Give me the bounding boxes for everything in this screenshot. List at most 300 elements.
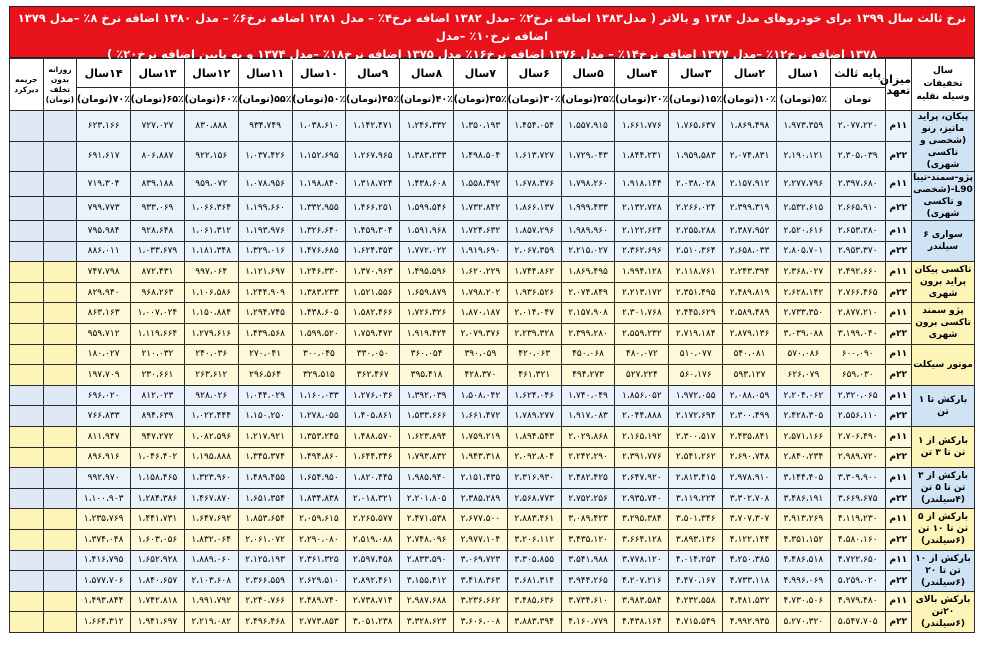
discount-header: ۵۰٪(تومان) [292, 88, 346, 111]
daily-no-violation-cell [43, 612, 77, 633]
liability-cell: ۲۲م [885, 406, 911, 427]
rate-cell: ۳۶۰،۰۵۴ [400, 344, 454, 365]
rate-cell: ۱،۲۳۵،۷۶۹ [77, 509, 131, 530]
rate-cell: ۱،۸۵۳،۶۵۴ [238, 509, 292, 530]
rate-cell: ۲،۲۷۷،۷۹۶ [776, 172, 830, 197]
rate-cell: ۱،۹۹۱،۷۹۲ [184, 591, 238, 612]
rate-cell: ۵۲۷،۲۲۴ [615, 365, 669, 386]
late-penalty-cell [10, 426, 44, 447]
rate-cell: ۳،۳۰۵،۸۵۵ [507, 550, 561, 571]
rate-cell: ۲،۲۱۹،۰۸۲ [184, 612, 238, 633]
rate-cell: ۱۸۰،۰۲۷ [77, 344, 131, 365]
rate-cell: ۱،۸۶۶،۱۳۷ [507, 196, 561, 221]
rate-cell: ۱،۰۳۸،۶۱۰ [292, 111, 346, 142]
rate-cell: ۲،۳۵۱،۴۹۵ [669, 282, 723, 303]
rate-cell: ۳،۵۰۱،۳۴۶ [669, 509, 723, 530]
rate-cell: ۲،۲۵۵،۲۸۸ [669, 221, 723, 242]
rate-cell: ۲۷۰،۰۴۱ [238, 344, 292, 365]
base-rate-cell: ۳،۱۹۹،۰۴۰ [830, 323, 885, 344]
discount-header: ۱۵٪(تومان) [669, 88, 723, 111]
rate-cell: ۱،۶۴۷،۶۹۲ [184, 509, 238, 530]
base-rate-cell: ۲،۷۶۶،۴۶۵ [830, 282, 885, 303]
rate-cell: ۲،۶۹۰،۷۴۸ [723, 447, 777, 468]
rate-cell: ۱،۵۷۷،۷۰۶ [77, 571, 131, 592]
year-header: ۱۳سال [131, 59, 185, 88]
rate-cell: ۱،۳۳۲،۹۵۵ [292, 196, 346, 221]
table-row [10, 323, 975, 344]
rate-cell: ۲،۲۹۰،۰۸۰ [292, 529, 346, 550]
corner-top-label: سال تخفیفات [923, 66, 963, 89]
rate-cell: ۱،۰۳۳،۶۷۹ [131, 241, 185, 262]
rate-cell: ۳،۱۱۹،۲۲۴ [669, 488, 723, 509]
rate-cell: ۱،۹۷۳،۳۵۹ [776, 111, 830, 142]
liability-cell: ۲۲م [885, 141, 911, 172]
rate-cell: ۲،۴۳۵،۸۴۱ [723, 426, 777, 447]
rate-cell: ۷۹۵،۹۸۴ [77, 221, 131, 242]
daily-no-violation-cell [43, 406, 77, 427]
rate-table [9, 58, 975, 633]
rate-cell: ۴۹۴،۲۷۳ [561, 365, 615, 386]
rate-cell: ۱،۶۵۱،۳۵۴ [238, 488, 292, 509]
rate-cell: ۱،۷۲۹،۰۴۳ [561, 141, 615, 172]
rate-cell: ۲،۳۸۵،۲۸۹ [453, 488, 507, 509]
rate-cell: ۲،۶۴۷،۹۲۰ [615, 468, 669, 489]
base-rate-cell: ۲،۳۰۵،۰۳۹ [830, 141, 885, 172]
rate-cell: ۱،۹۱۸،۱۴۴ [615, 172, 669, 197]
rate-cell: ۳۶۲،۴۶۷ [346, 365, 400, 386]
daily-no-violation-cell [43, 196, 77, 221]
rate-cell: ۲،۱۵۷،۹۰۸ [561, 303, 615, 324]
liability-cell: ۱۱م [885, 221, 911, 242]
rate-cell: ۱،۲۹۴،۷۴۵ [238, 303, 292, 324]
rate-cell: ۱،۴۰۵،۸۶۱ [346, 406, 400, 427]
rate-cell: ۲،۰۶۱،۰۷۲ [238, 529, 292, 550]
daily-no-violation-cell [43, 385, 77, 406]
page-title [9, 6, 975, 61]
rate-cell: ۱،۸۶۹،۴۹۵ [561, 262, 615, 283]
rate-cell: ۱،۵۰۸،۰۴۲ [453, 385, 507, 406]
rate-cell: ۱،۹۵۹،۵۸۳ [669, 141, 723, 172]
rate-cell: ۲،۰۱۴،۰۴۷ [507, 303, 561, 324]
rate-cell: ۱،۰۸۲،۵۹۶ [184, 426, 238, 447]
rate-cell: ۱،۴۳۸،۶۰۵ [292, 303, 346, 324]
late-penalty-cell [10, 488, 44, 509]
table-row [10, 426, 975, 447]
rate-cell: ۲،۸۳۳،۵۹۰ [400, 550, 454, 571]
rate-cell: ۷۲۷،۰۲۷ [131, 111, 185, 142]
rate-cell: ۲،۳۹۹،۲۸۰ [561, 323, 615, 344]
year-header: ۴سال [615, 59, 669, 88]
rate-cell: ۴،۲۳۲،۵۵۸ [669, 591, 723, 612]
rate-cell: ۲،۰۷۴،۸۴۹ [561, 282, 615, 303]
base-rate-cell: ۴،۵۸۰،۱۶۰ [830, 529, 885, 550]
rate-cell: ۷۴۷،۷۹۸ [77, 262, 131, 283]
rate-cell: ۱،۲۴۴،۹۰۹ [238, 282, 292, 303]
late-penalty-cell [10, 591, 44, 612]
rate-cell: ۱،۳۷۴،۰۴۸ [77, 529, 131, 550]
rate-cell: ۹۲۸،۰۲۶ [184, 385, 238, 406]
rate-cell: ۱،۱۰۰،۹۰۳ [77, 488, 131, 509]
rate-cell: ۱،۱۵۸،۴۶۵ [131, 468, 185, 489]
table-row [10, 529, 975, 550]
rate-cell: ۲،۱۷۲،۶۹۴ [669, 406, 723, 427]
discount-header: ۵٪(تومان) [776, 88, 830, 111]
rate-cell: ۱،۷۵۹،۴۷۲ [346, 323, 400, 344]
rate-cell: ۳،۲۳۶،۶۶۲ [453, 591, 507, 612]
rate-cell: ۲،۲۰۴،۰۶۲ [776, 385, 830, 406]
rate-cell: ۲،۴۲۸،۳۰۵ [776, 406, 830, 427]
rate-cell: ۴،۴۷۰،۱۶۷ [669, 571, 723, 592]
rate-table-body [10, 111, 975, 633]
rate-cell: ۲،۹۷۷،۱۰۴ [453, 529, 507, 550]
rate-cell: ۱،۱۸۱،۳۴۸ [184, 241, 238, 262]
rate-cell: ۱،۱۵۰،۸۸۴ [184, 303, 238, 324]
base-rate-cell: ۶۵۹،۰۳۰ [830, 365, 885, 386]
rate-cell: ۱،۵۵۸،۴۹۲ [453, 172, 507, 197]
rate-cell: ۲۱۰،۰۳۲ [131, 344, 185, 365]
rate-cell: ۱،۰۲۲،۴۴۴ [184, 406, 238, 427]
rate-cell: ۲،۳۶۶،۵۵۹ [238, 571, 292, 592]
late-penalty-cell [10, 612, 44, 633]
rate-cell: ۲،۲۶۶،۰۲۴ [669, 196, 723, 221]
base-unit: تومان [830, 88, 885, 111]
liability-cell: ۲۲م [885, 529, 911, 550]
rate-cell: ۳،۸۸۳،۳۹۴ [507, 612, 561, 633]
base-rate-cell: ۶۰۰،۰۹۰ [830, 344, 885, 365]
rate-cell: ۱،۴۹۳،۸۴۴ [77, 591, 131, 612]
rate-cell: ۶۲۶،۰۷۹ [776, 365, 830, 386]
late-penalty-cell [10, 262, 44, 283]
rate-cell: ۱،۴۵۹،۳۰۴ [346, 221, 400, 242]
table-row [10, 468, 975, 489]
rate-cell: ۴،۲۰۷،۲۱۶ [615, 571, 669, 592]
rate-cell: ۲،۸۷۹،۱۳۶ [723, 323, 777, 344]
late-penalty-cell [10, 571, 44, 592]
rate-cell: ۲،۳۹۹،۳۱۹ [723, 196, 777, 221]
rate-cell: ۲،۳۶۲،۶۹۶ [615, 241, 669, 262]
rate-cell: ۲،۵۷۱،۱۶۶ [776, 426, 830, 447]
table-row [10, 406, 975, 427]
vehicle-category: بارکش از ۵ تن تا ۱۰ تن (۶سیلندر) [912, 509, 975, 550]
rate-cell: ۸۶۳،۱۶۳ [77, 303, 131, 324]
rate-cell: ۱،۳۵۳،۲۴۵ [292, 426, 346, 447]
daily-no-violation-cell [43, 529, 77, 550]
rate-cell: ۲،۴۸۹،۷۴۰ [292, 591, 346, 612]
vehicle-category: بارکش تا ۱ تن [912, 385, 975, 426]
rate-cell: ۳۲۹،۵۱۵ [292, 365, 346, 386]
rate-cell: ۱،۸۳۲،۰۶۴ [184, 529, 238, 550]
year-header: ۱سال [776, 59, 830, 88]
rate-cell: ۱،۶۷۸،۳۷۶ [507, 172, 561, 197]
daily-no-violation-cell [43, 262, 77, 283]
liability-cell: ۲۲م [885, 447, 911, 468]
rate-cell: ۱،۸۴۰،۶۵۷ [131, 571, 185, 592]
rate-cell: ۲،۶۲۹،۵۱۰ [292, 571, 346, 592]
rate-cell: ۸۷۲،۴۳۱ [131, 262, 185, 283]
rate-cell: ۹۴۷،۲۷۲ [131, 426, 185, 447]
rate-cell: ۲،۳۰۰،۵۱۷ [669, 426, 723, 447]
rate-cell: ۱،۱۵۰،۲۵۰ [238, 406, 292, 427]
liability-cell: ۲۲م [885, 241, 911, 262]
liability-header: میزان تعهد [885, 59, 911, 111]
rate-cell: ۱،۴۷۶،۶۸۵ [292, 241, 346, 262]
rate-cell: ۱،۸۸۹،۰۶۰ [184, 550, 238, 571]
rate-cell: ۳۹۰،۰۵۹ [453, 344, 507, 365]
rate-cell: ۳،۲۹۵،۳۸۴ [615, 509, 669, 530]
rate-cell: ۱،۳۵۰،۱۹۳ [453, 111, 507, 142]
rate-cell: ۱،۴۴۱،۷۳۱ [131, 509, 185, 530]
rate-cell: ۲،۰۶۷،۳۵۹ [507, 241, 561, 262]
rate-cell: ۱،۶۵۴،۹۵۰ [292, 468, 346, 489]
table-row [10, 111, 975, 142]
rate-cell: ۱،۸۹۴،۵۴۳ [507, 426, 561, 447]
rate-cell: ۲،۶۲۸،۱۴۲ [776, 282, 830, 303]
vehicle-category: پژو-سمند-تیبا L90-(شخصی و تاکسی شهری) [913, 173, 973, 219]
rate-cell: ۱،۲۷۶،۰۳۶ [346, 385, 400, 406]
rate-cell: ۲،۲۱۵،۰۲۷ [561, 241, 615, 262]
rate-cell: ۱،۰۴۴،۰۲۹ [238, 385, 292, 406]
rate-cell: ۲،۷۳۳،۳۵۰ [776, 303, 830, 324]
late-penalty-cell [10, 196, 44, 221]
rate-cell: ۵۶۰،۱۷۶ [669, 365, 723, 386]
rate-cell: ۲،۸۰۵،۷۰۱ [776, 241, 830, 262]
rate-cell: ۱،۵۳۳،۶۶۶ [400, 406, 454, 427]
base-rate-cell: ۵،۵۴۷،۷۰۵ [830, 612, 885, 633]
daily-no-violation-header: روزانه بدون تخلف (تومان) [43, 59, 77, 111]
liability-cell: ۱۱م [885, 111, 911, 142]
rate-cell: ۴،۹۹۲،۹۳۵ [723, 612, 777, 633]
base-rate-cell: ۲،۳۹۷،۶۸۰ [830, 172, 885, 197]
rate-cell: ۲،۰۲۹،۸۶۸ [561, 426, 615, 447]
corner-bottom-label: وسیله نقلیه [916, 92, 970, 102]
rate-cell: ۲،۲۶۵،۵۷۷ [346, 509, 400, 530]
rate-cell: ۱،۴۶۷،۸۷۰ [184, 488, 238, 509]
rate-cell: ۱،۸۳۴،۸۳۸ [292, 488, 346, 509]
rate-cell: ۴،۴۸۱،۵۳۲ [723, 591, 777, 612]
rate-cell: ۱،۱۶۰،۰۳۳ [292, 385, 346, 406]
rate-cell: ۱،۲۱۷،۹۲۱ [238, 426, 292, 447]
rate-cell: ۱،۴۸۹،۴۵۵ [238, 468, 292, 489]
rate-cell: ۱،۶۰۳،۰۵۶ [131, 529, 185, 550]
rate-cell: ۵۷۰،۰۸۶ [776, 344, 830, 365]
rate-cell: ۲،۵۴۱،۲۶۲ [669, 447, 723, 468]
year-header: ۹سال [346, 59, 400, 88]
rate-cell: ۳،۷۳۴،۶۱۰ [561, 591, 615, 612]
rate-cell: ۳،۳۲۸،۶۲۳ [400, 612, 454, 633]
rate-cell: ۶۲۳،۱۶۶ [77, 111, 131, 142]
rate-cell: ۱،۶۲۰،۲۲۹ [453, 262, 507, 283]
rate-cell: ۹۲۸،۶۴۸ [131, 221, 185, 242]
base-rate-cell: ۳،۶۶۹،۶۷۵ [830, 488, 885, 509]
rate-cell: ۲،۶۵۸،۰۳۳ [723, 241, 777, 262]
daily-no-violation-cell [43, 447, 77, 468]
rate-cell: ۱،۷۴۰،۰۴۹ [561, 385, 615, 406]
rate-cell: ۴،۴۸۶،۵۱۸ [776, 550, 830, 571]
base-rate-cell: ۴،۱۱۹،۲۳۰ [830, 509, 885, 530]
base-rate-cell: ۲،۷۰۶،۴۹۰ [830, 426, 885, 447]
rate-cell: ۷۱۹،۳۰۴ [77, 172, 131, 197]
daily-no-violation-cell [43, 323, 77, 344]
rate-cell: ۱،۰۶۱،۳۱۲ [184, 221, 238, 242]
rate-cell: ۳،۰۵۱،۲۳۸ [346, 612, 400, 633]
daily-no-violation-cell [43, 468, 77, 489]
rate-cell: ۲،۴۸۲،۴۲۵ [561, 468, 615, 489]
rate-cell: ۲،۷۴۸،۰۹۶ [400, 529, 454, 550]
daily-no-violation-cell [43, 282, 77, 303]
rate-cell: ۳،۶۸۱،۳۱۴ [507, 571, 561, 592]
rate-cell: ۱،۲۷۹،۶۱۶ [184, 323, 238, 344]
rate-cell: ۱،۹۱۹،۴۲۴ [400, 323, 454, 344]
base-rate-cell: ۵،۲۵۹،۰۲۰ [830, 571, 885, 592]
daily-no-violation-cell [43, 426, 77, 447]
liability-cell: ۱۱م [885, 262, 911, 283]
base-rate-cell: ۴،۷۲۲،۶۵۰ [830, 550, 885, 571]
rate-cell: ۳،۴۸۶،۱۹۱ [776, 488, 830, 509]
late-penalty-cell [10, 509, 44, 530]
rate-cell: ۱،۲۴۶،۳۳۰ [292, 262, 346, 283]
title-line-2: ۱۳۷۸ اضافه نرخ۱۲٪ –مدل ۱۳۷۷ اضافه نرخ۱۴٪ – مدل ۱۳۷۶ اضافه نرخ۱۶٪ مدل ۱۳۷۵ اضافه نرخ۱۸٪ –مدل ۱۳۷۴ و به پایین اضافه نرخ۲۰٪ ) [107, 47, 877, 61]
table-row [10, 262, 975, 283]
rate-cell: ۱،۹۴۱،۶۹۷ [131, 612, 185, 633]
rate-cell: ۲،۱۶۵،۱۹۲ [615, 426, 669, 447]
rate-cell: ۱،۵۹۱،۹۶۸ [400, 221, 454, 242]
discount-header: ۴۵٪(تومان) [346, 88, 400, 111]
rate-cell: ۲،۶۷۷،۵۰۰ [453, 509, 507, 530]
rate-cell: ۲،۱۱۸،۷۶۱ [669, 262, 723, 283]
table-row [10, 550, 975, 571]
late-penalty-cell [10, 172, 44, 197]
base-rate-cell: ۲،۹۵۳،۳۷۰ [830, 241, 885, 262]
liability-cell: ۱۱م [885, 426, 911, 447]
rate-cell: ۳،۹۱۳،۲۶۹ [776, 509, 830, 530]
year-header: ۵سال [561, 59, 615, 88]
year-header: ۸سال [400, 59, 454, 88]
rate-cell: ۱،۹۸۹،۹۶۰ [561, 221, 615, 242]
table-row [10, 509, 975, 530]
rate-cell: ۱،۱۹۸،۸۴۰ [292, 172, 346, 197]
discount-header: ۷۰٪(تومان) [77, 88, 131, 111]
rate-cell: ۱،۷۲۶،۳۲۶ [400, 303, 454, 324]
rate-cell: ۱،۹۹۹،۴۳۳ [561, 196, 615, 221]
rate-cell: ۱،۸۵۶،۰۵۲ [615, 385, 669, 406]
table-row [10, 447, 975, 468]
rate-cell: ۱،۶۵۹،۸۷۹ [400, 282, 454, 303]
rate-cell: ۱،۵۵۷،۹۱۵ [561, 111, 615, 142]
rate-cell: ۲،۸۱۳،۴۱۵ [669, 468, 723, 489]
discount-header: ۱۰٪(تومان) [723, 88, 777, 111]
liability-cell: ۱۱م [885, 509, 911, 530]
rate-cell: ۳،۷۰۷،۳۰۷ [723, 509, 777, 530]
rate-cell: ۱،۶۵۲،۹۲۸ [131, 550, 185, 571]
table-row [10, 196, 975, 221]
rate-cell: ۱،۴۹۸،۵۰۴ [453, 141, 507, 172]
liability-cell: ۱۱م [885, 303, 911, 324]
rate-cell: ۱،۹۷۲،۰۵۵ [669, 385, 723, 406]
daily-no-violation-cell [43, 591, 77, 612]
rate-cell: ۲،۰۷۴،۸۳۱ [723, 141, 777, 172]
rate-cell: ۲،۹۸۷،۶۸۸ [400, 591, 454, 612]
late-penalty-header: جریمه دیرکرد [10, 59, 44, 111]
late-penalty-cell [10, 344, 44, 365]
base-rate-cell: ۲،۶۶۵،۹۱۰ [830, 196, 885, 221]
rate-cell: ۹۵۹،۷۱۲ [77, 323, 131, 344]
base-rate-cell: ۲،۳۲۰،۰۶۵ [830, 385, 885, 406]
rate-cell: ۱،۹۹۴،۱۲۸ [615, 262, 669, 283]
rate-cell: ۱۹۷،۷۰۹ [77, 365, 131, 386]
rate-cell: ۹۳۴،۷۴۹ [238, 111, 292, 142]
rate-cell: ۸۹۴،۶۳۹ [131, 406, 185, 427]
discount-header: ۲۵٪(تومان) [561, 88, 615, 111]
rate-cell: ۲،۵۸۹،۴۸۹ [723, 303, 777, 324]
rate-cell: ۱،۷۹۳،۸۳۲ [400, 447, 454, 468]
rate-cell: ۷۹۹،۷۷۳ [77, 196, 131, 221]
rate-cell: ۳۹۵،۴۱۸ [400, 365, 454, 386]
rate-cell: ۷۶۶،۸۳۳ [77, 406, 131, 427]
liability-cell: ۲۲م [885, 571, 911, 592]
rate-cell: ۴،۰۱۴،۲۵۳ [669, 550, 723, 571]
rate-cell: ۱،۱۲۱،۶۹۷ [238, 262, 292, 283]
rate-cell: ۱،۳۷۰،۹۶۳ [346, 262, 400, 283]
rate-cell: ۳،۶۰۶،۰۰۸ [453, 612, 507, 633]
rate-cell: ۲،۲۰۱،۸۰۵ [400, 488, 454, 509]
liability-cell: ۲۲م [885, 488, 911, 509]
rate-cell: ۱،۵۲۱،۵۵۶ [346, 282, 400, 303]
liability-cell: ۲۲م [885, 365, 911, 386]
year-header: ۷سال [453, 59, 507, 88]
rate-cell: ۸۳۹،۱۸۸ [131, 172, 185, 197]
rate-cell: ۳،۹۴۴،۲۶۵ [561, 571, 615, 592]
liability-cell: ۲۲م [885, 196, 911, 221]
rate-cell: ۱،۴۳۹،۵۶۸ [238, 323, 292, 344]
rate-cell: ۹۹۲،۹۷۰ [77, 468, 131, 489]
rate-cell: ۳،۰۶۹،۷۲۳ [453, 550, 507, 571]
rate-cell: ۱،۳۹۲،۰۳۹ [400, 385, 454, 406]
rate-cell: ۱،۷۸۹،۲۷۷ [507, 406, 561, 427]
daily-no-violation-cell [43, 550, 77, 571]
rate-cell: ۹۳۳،۰۶۹ [131, 196, 185, 221]
rate-cell: ۶۹۱،۶۱۷ [77, 141, 131, 172]
rate-cell: ۲،۲۴۲،۲۹۰ [561, 447, 615, 468]
table-row [10, 282, 975, 303]
rate-cell: ۲،۸۸۳،۴۶۱ [507, 509, 561, 530]
rate-cell: ۳،۷۷۸،۱۲۰ [615, 550, 669, 571]
rate-cell: ۹۹۷،۰۶۴ [184, 262, 238, 283]
rate-cell: ۱،۴۱۶،۷۹۵ [77, 550, 131, 571]
rate-cell: ۱،۷۴۲،۸۱۸ [131, 591, 185, 612]
daily-no-violation-cell [43, 303, 77, 324]
rate-cell: ۲۹۶،۵۶۴ [238, 365, 292, 386]
table-row [10, 488, 975, 509]
rate-cell: ۱،۰۳۷،۴۲۶ [238, 141, 292, 172]
daily-no-violation-cell [43, 172, 77, 197]
rate-cell: ۲،۱۲۵،۱۹۳ [238, 550, 292, 571]
rate-cell: ۲،۹۳۵،۷۴۰ [615, 488, 669, 509]
discount-header: ۳۰٪(تومان) [507, 88, 561, 111]
late-penalty-cell [10, 550, 44, 571]
rate-cell: ۴۵۰،۰۶۸ [561, 344, 615, 365]
discount-header: ۶۰٪(تومان) [184, 88, 238, 111]
late-penalty-cell [10, 221, 44, 242]
rate-cell: ۴،۱۲۲،۱۴۴ [723, 529, 777, 550]
rate-cell: ۲،۳۶۸،۰۲۷ [776, 262, 830, 283]
rate-cell: ۳۳۰،۰۵۰ [346, 344, 400, 365]
rate-cell: ۲،۰۱۸،۳۲۱ [346, 488, 400, 509]
vehicle-category: موتور سیکلت [912, 344, 975, 385]
rate-cell: ۱،۹۱۹،۶۹۰ [453, 241, 507, 262]
rate-cell: ۱،۰۷۸،۹۵۶ [238, 172, 292, 197]
rate-cell: ۱،۰۶۶،۳۶۴ [184, 196, 238, 221]
liability-cell: ۲۲م [885, 323, 911, 344]
